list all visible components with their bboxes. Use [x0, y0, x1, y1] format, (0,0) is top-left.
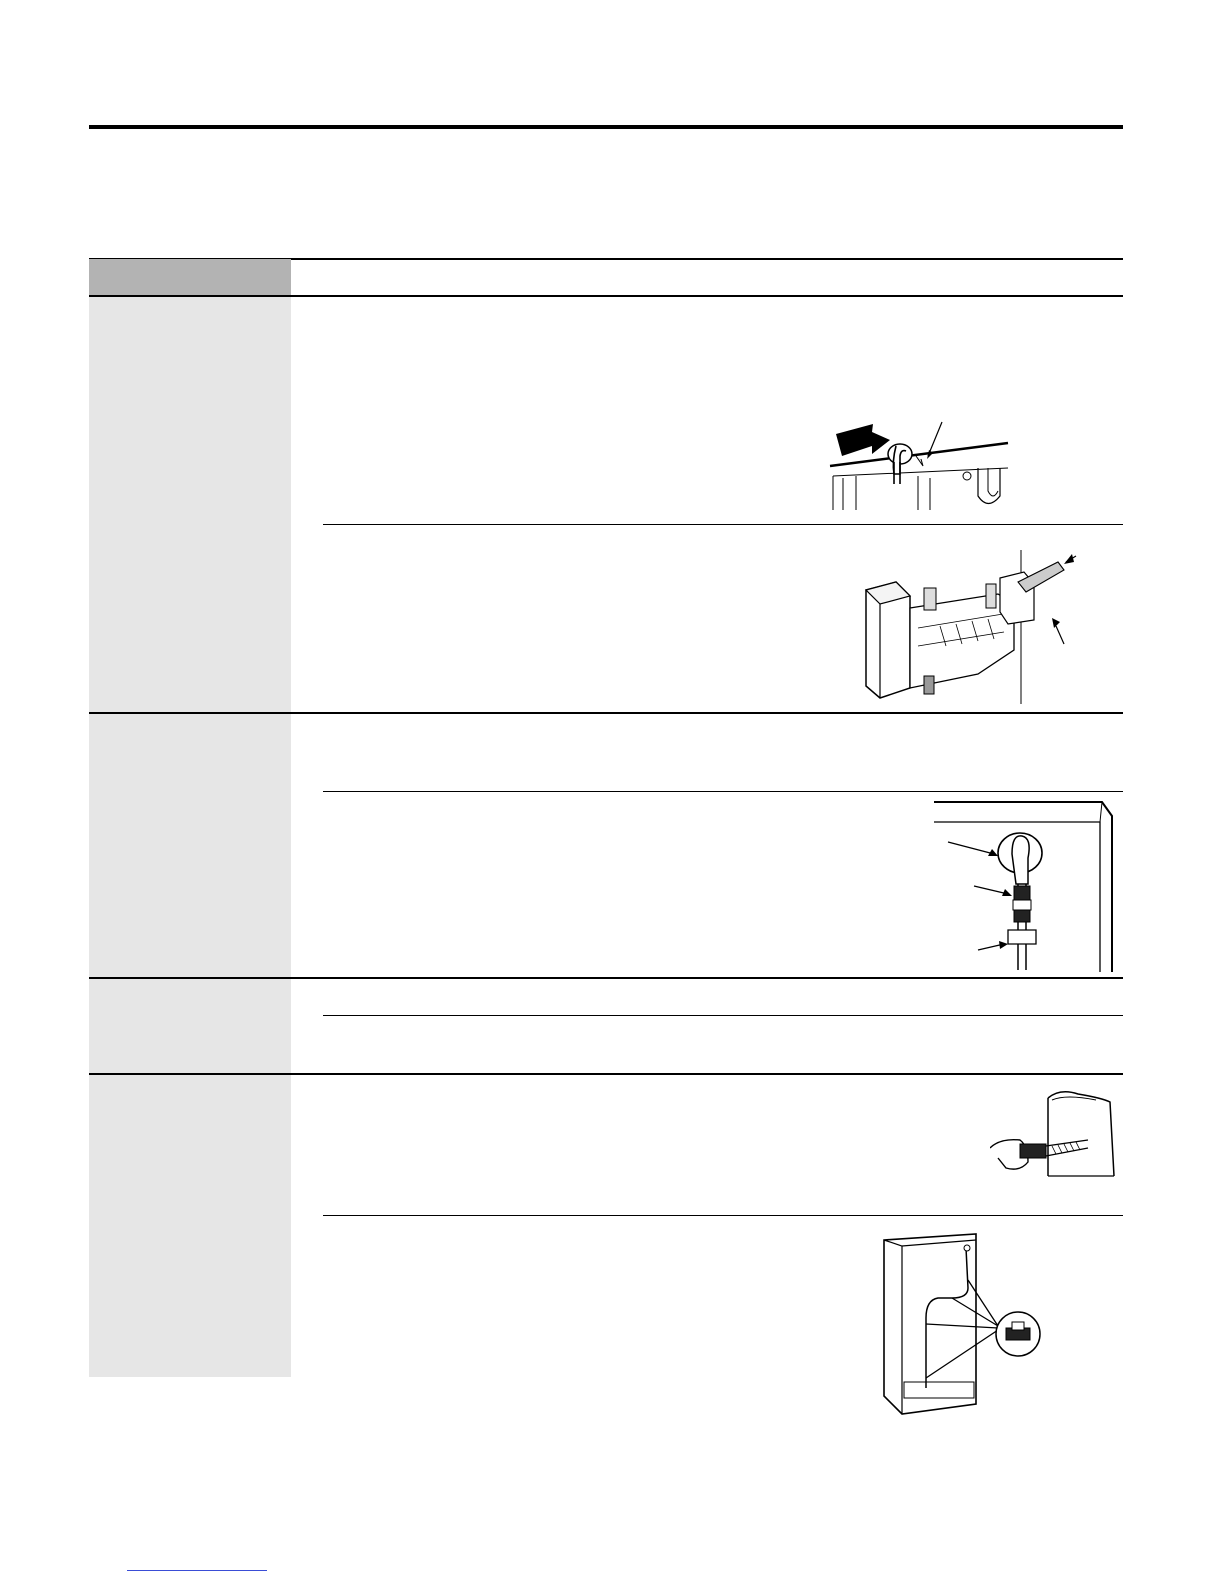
table-header-shade	[89, 259, 291, 295]
refrigerator-back-clips-illustration	[872, 1228, 1052, 1418]
footer-link-line[interactable]	[127, 1544, 267, 1571]
section-2-label-cell	[89, 714, 291, 978]
section-1-divider	[323, 524, 1123, 525]
section-4-label-cell	[89, 1075, 291, 1377]
screw-in-post-illustration	[990, 1088, 1120, 1182]
top-rule	[89, 125, 1123, 129]
water-line-fitting-illustration	[928, 798, 1118, 976]
shutoff-arm-illustration	[828, 416, 1018, 516]
section-4-divider	[323, 1215, 1123, 1216]
icemaker-assembly-illustration	[858, 548, 1088, 708]
section-3-label-cell	[89, 979, 291, 1073]
section-3-divider	[323, 1015, 1123, 1016]
section-2-divider	[323, 791, 1123, 792]
section-1-label-cell	[89, 297, 291, 713]
